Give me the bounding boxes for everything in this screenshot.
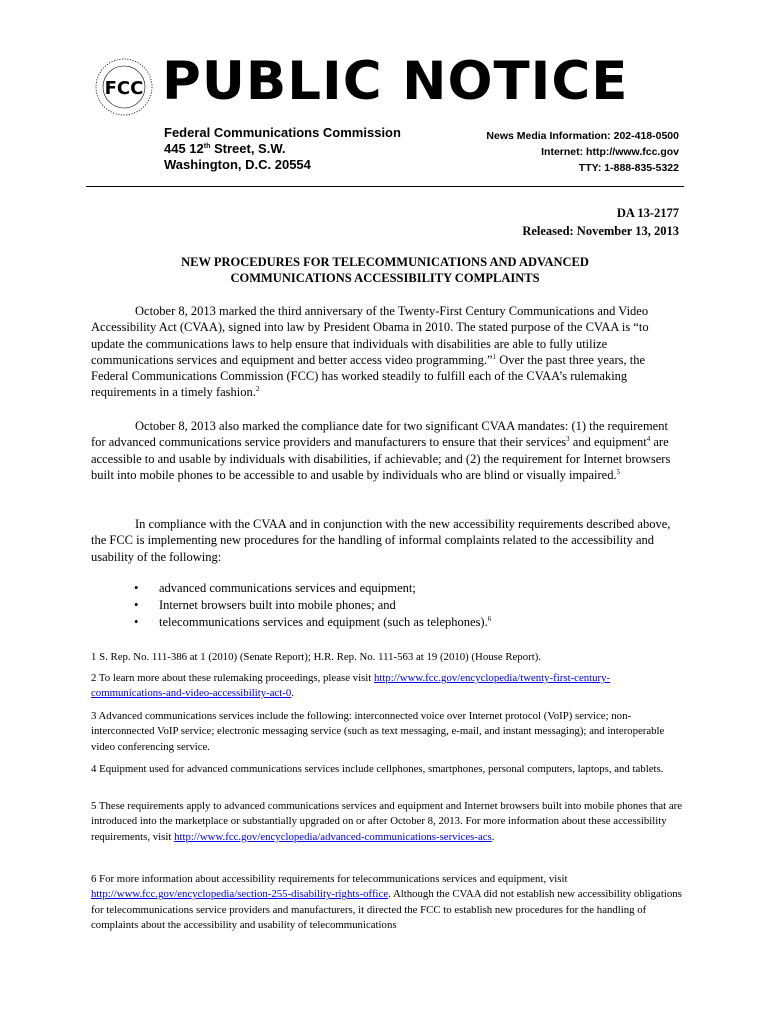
- agency-city: Washington, D.C. 20554: [164, 157, 311, 172]
- release-date: Released: November 13, 2013: [522, 224, 679, 238]
- footnote-1: 1 S. Rep. No. 111-386 at 1 (2010) (Senate Report); H.R. Rep. No. 111-563 at 19 (2010) (House Report).: [91, 651, 541, 663]
- footnote-5-link[interactable]: http://www.fcc.gov/encyclopedia/advanced-communications-services-acs: [174, 830, 492, 843]
- release-meta: [522, 204, 679, 240]
- page-title: PUBLIC NOTICE: [162, 51, 629, 112]
- header-divider: [86, 186, 684, 187]
- agency-address: [164, 125, 401, 173]
- heading-line-1: NEW PROCEDURES FOR TELECOMMUNICATIONS AND ADVANCED: [181, 255, 589, 269]
- internet-info: Internet: http://www.fcc.gov: [541, 146, 679, 158]
- footnote-5: 5 These requirements apply to advanced communications services and equipment and Internet browsers built into mobile phones that are introduced into the marketplace or substantially upgraded on or after October 8, 2013. For more information about these accessibility requirements, visit http://www.fcc.gov/encyclopedia/advanced-communications-services-acs.: [91, 800, 683, 843]
- heading-line-2: COMMUNICATIONS ACCESSIBILITY COMPLAINTS: [230, 271, 540, 285]
- contact-info: [486, 128, 679, 176]
- footnote-6-link[interactable]: http://www.fcc.gov/encyclopedia/section-255-disability-rights-office: [91, 888, 389, 901]
- footnote-4: 4 Equipment used for advanced communications services include cellphones, smartphones, personal computers, laptops, and tablets.: [91, 763, 664, 775]
- fcc-seal-logo: [94, 57, 154, 117]
- list-item: • advanced communications services and equipment;: [134, 581, 416, 595]
- bullet-list: [91, 580, 685, 631]
- paragraph-3: In compliance with the CVAA and in conjunction with the new accessibility requirements described above, the FCC is implementing new procedures for the handling of informal complaints related to the accessibility and usability of the following:: [91, 517, 671, 564]
- footnote-2-link[interactable]: http://www.fcc.gov/encyclopedia/twenty-first-century-communications-and-video-accessibility-act-0: [91, 672, 611, 700]
- list-item: • Internet browsers built into mobile phones; and: [134, 598, 396, 612]
- agency-name: Federal Communications Commission: [164, 125, 401, 140]
- list-item: • telecommunications services and equipment (such as telephones).$^6$: [134, 615, 492, 629]
- media-info: News Media Information: 202-418-0500: [486, 130, 679, 142]
- footnote-6: 6 For more information about accessibility requirements for telecommunications services and equipment, visit http://www.fcc.gov/encyclopedia/section-255-disability-rights-office. Although the CVAA did not establish new accessibility obligations for telecommunications service providers and manufacturers, it directed the FCC to establish new procedures for the handling of complaints about the accessibility and usability of telecommunications: [91, 873, 682, 931]
- notice-heading: [86, 254, 684, 286]
- tty-info: TTY: 1-888-835-5322: [578, 162, 679, 174]
- seal-caption: FCC: [104, 78, 144, 99]
- paragraph-2: October 8, 2013 also marked the compliance date for two significant CVAA mandates: (1) the requirement for advanced communications service providers and manufacturers to ensure that their services$^3$ and equipment$^4$ are accessible to and usable by individuals with disabilities, if achievable; and (2) the requirement for Internet browsers built into mobile phones to be accessible to and usable by individuals who are blind or visually impaired.$^5$: [91, 419, 671, 482]
- paragraph-1: October 8, 2013 marked the third anniversary of the Twenty-First Century Communications and Video Accessibility Act (CVAA), signed into law by President Obama in 2010. The stated purpose of the CVAA is “to update the communications laws to help ensure that individuals with disabilities are able to fully utilize communications services and equipment and better access video programming.”$^1$ Over the past three years, the Federal Communications Commission (FCC) has worked steadily to fulfill each of the CVAA’s rulemaking requirements in a timely fashion.$^2$: [91, 304, 649, 400]
- footnote-3: 3 Advanced communications services include the following: interconnected voice over Internet protocol (VoIP) service; non-interconnected VoIP service; electronic messaging service (such as text messaging, e-mail, and instant messaging); and interoperable video conferencing service.: [91, 710, 665, 753]
- agency-street: 445 12th Street, S.W.: [164, 141, 286, 156]
- da-number: DA 13-2177: [616, 206, 679, 220]
- footnote-2: 2 To learn more about these rulemaking proceedings, please visit http://www.fcc.gov/encyclopedia/twenty-first-century-communications-and-video-accessibility-act-0.: [91, 672, 611, 700]
